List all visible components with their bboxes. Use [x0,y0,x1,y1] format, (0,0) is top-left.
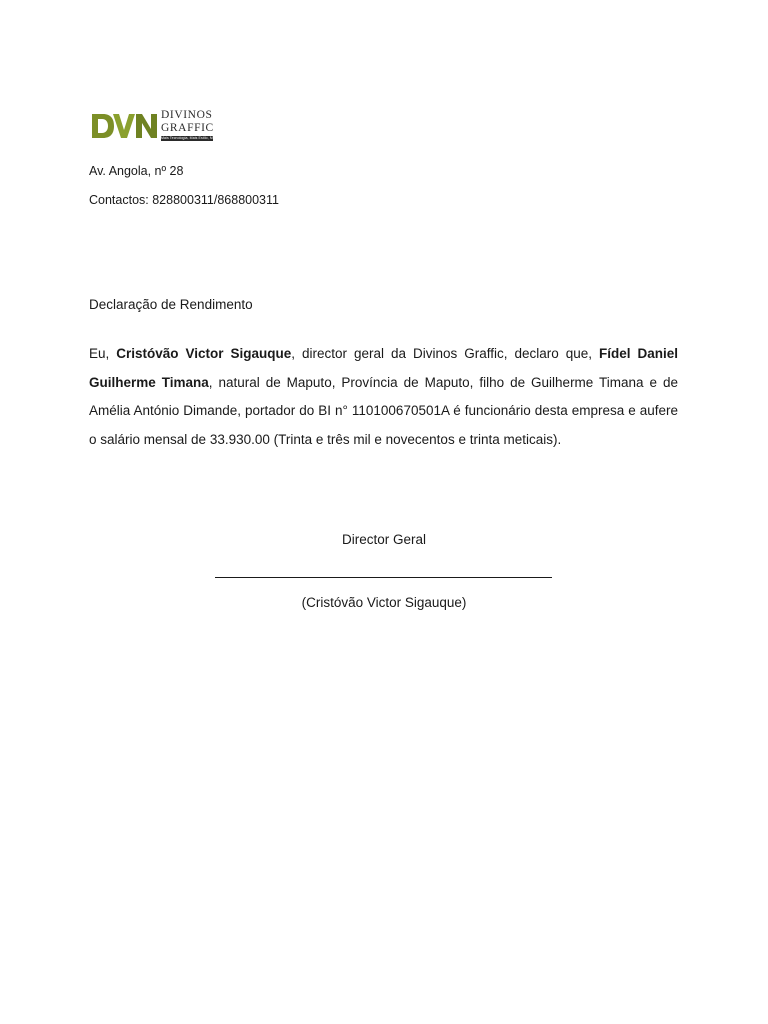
company-logo [91,109,227,142]
signature-line [215,577,552,578]
company-address: Av. Angola, nº 28 [89,164,184,178]
logo-wordmark [161,109,227,141]
signature-name: (Cristóvão Victor Sigauque) [301,595,467,610]
dvn-logo-icon [91,112,159,140]
document-title: Declaração de Rendimento [89,297,253,312]
body-text-part: , natural de Maputo, Província de Maputo, filho de Guilherme Timana e de Amélia António Dimande, portador do BI n° 110100670501A é funcionário desta empresa e aufere o salário mensal de 33.930.00 (Trinta e três mil e novecentos e trinta meticais). [89,374,678,447]
signature-role: Director Geral [341,532,427,547]
logo-line-graffic: GRAFFIC [161,121,214,134]
body-text-part: , director geral da Divinos Graffic, declaro que, [291,346,599,361]
employee-name: Fídel Daniel Guilherme Timana [89,346,678,390]
declaration-paragraph [89,340,678,454]
company-contacts: Contactos: 828800311/868800311 [89,193,279,207]
body-text-part: Eu, [89,346,117,361]
logo-tagline: Mais Tecnologia, Mais Estilo, Mais Vida [161,136,227,140]
logo-line-divinos: DIVINOS [161,109,213,121]
declarant-name: Cristóvão Victor Sigauque [116,346,292,361]
